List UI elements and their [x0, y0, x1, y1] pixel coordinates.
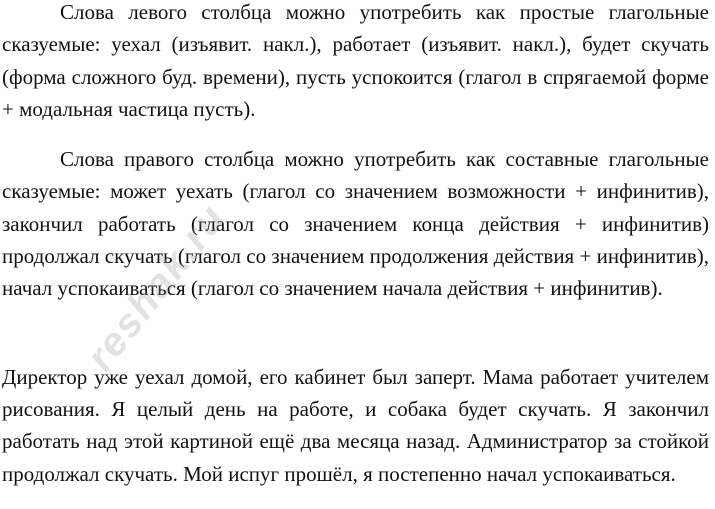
paragraph-simple-predicates: Слова левого столбца можно употребить как простые глагольные сказуемые: уехал (изъявит. накл.), работает (изъявит. накл.), будет скучать (форма сложного буд. времени), пусть успокоится (глагол в спрягаемой форме + модальная частица пусть). [2, 0, 709, 121]
watermark-logo: reshak.ru [78, 195, 235, 380]
paragraph-compound-predicates: Слова правого столбца можно употребить как составные глагольные сказуемые: может уехать (глагол со значением возможности + инфинитив), закончил работать (глагол со значением конца действия + инфинитив) продолжал скучать (глагол со значением продолжения действия + инфинитив), начал успокаиваться (глагол со значением начала действия + инфинитив). [2, 147, 709, 301]
paragraph-example-sentences: Директор уже уехал домой, его кабинет был заперт. Мама работает учителем рисования. Я целый день на работе, и собака будет скучать. Я закончил работать над этой картиной ещё два месяца назад. Администратор за стойкой продолжал скучать. Мой испуг прошёл, я постепенно начал успокаиваться. [2, 364, 709, 486]
